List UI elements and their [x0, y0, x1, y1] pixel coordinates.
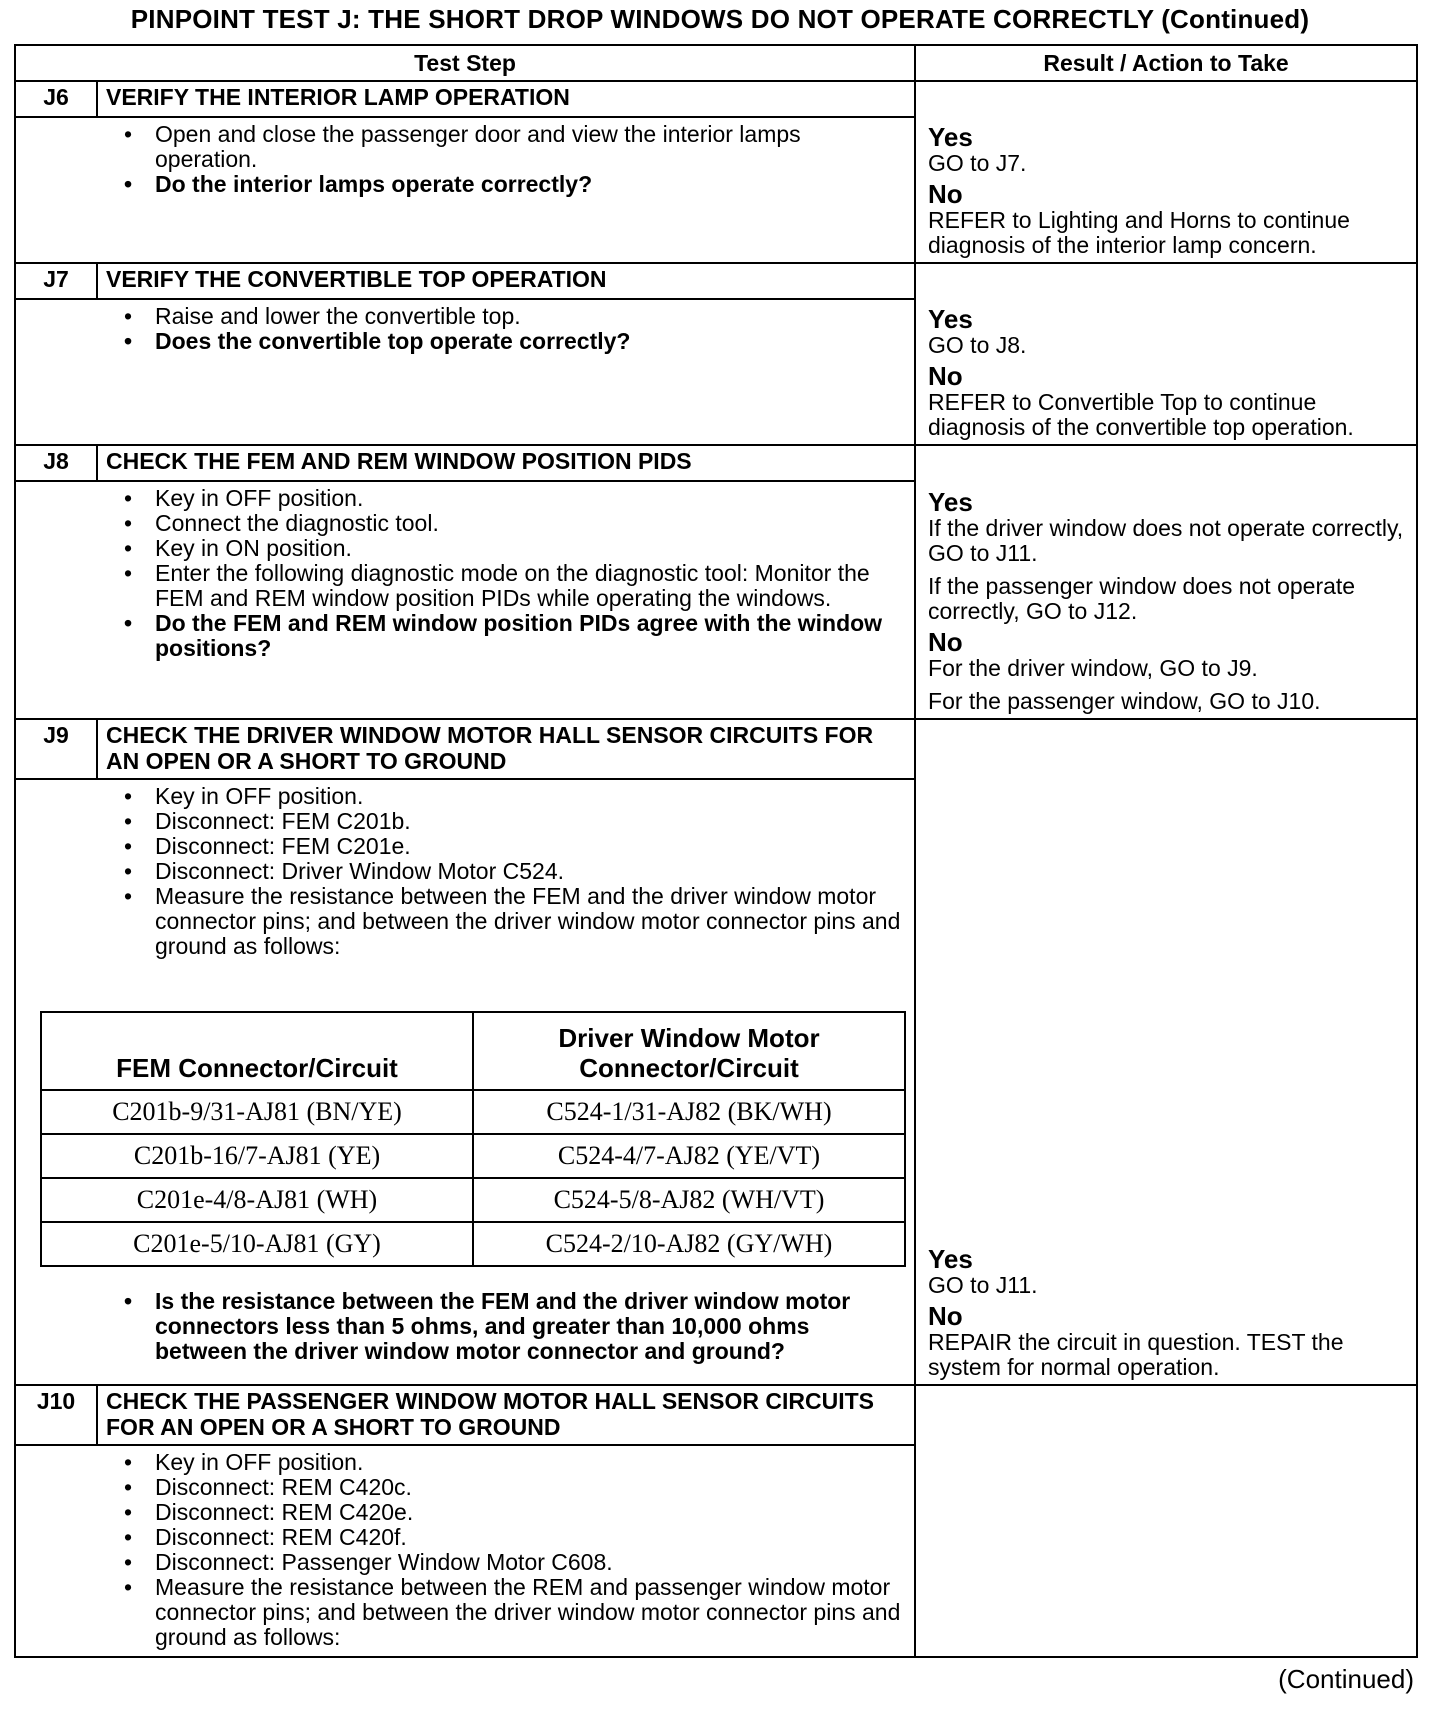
- pinpoint-test-table: [14, 44, 1418, 1658]
- step-j6-title-row: [15, 81, 1417, 117]
- fem-circuit-cell: C201e-5/10-AJ81 (GY): [41, 1222, 473, 1266]
- step-body: [15, 1445, 915, 1657]
- yes-action: If the driver window does not operate correctly, GO to J11.: [928, 515, 1404, 566]
- step-question: • Do the FEM and REM window position PIDs agree with the window positions?: [24, 611, 906, 661]
- step-id: J7: [15, 263, 97, 299]
- step-bullet: • Disconnect: Driver Window Motor C524.: [24, 859, 906, 884]
- step-bullet: • Key in OFF position.: [24, 784, 906, 809]
- step-bullet: • Disconnect: REM C420f.: [24, 1525, 906, 1550]
- step-id: J10: [15, 1385, 97, 1445]
- yes-label: Yes: [928, 304, 973, 334]
- step-j8-title-row: [15, 445, 1417, 481]
- yes-label: Yes: [928, 1244, 973, 1274]
- motor-circuit-cell: C524-1/31-AJ82 (BK/WH): [473, 1090, 905, 1134]
- step-bullet: • Key in OFF position.: [24, 1450, 906, 1475]
- step-id: J9: [15, 719, 97, 779]
- no-action: REFER to Convertible Top to continue diagnosis of the convertible top operation.: [928, 389, 1354, 440]
- no-action: REFER to Lighting and Horns to continue diagnosis of the interior lamp concern.: [928, 207, 1350, 258]
- yes-label: Yes: [928, 122, 973, 152]
- no-action: For the driver window, GO to J9.: [928, 655, 1258, 681]
- no-label: No: [928, 1301, 963, 1331]
- step-bullet: • Key in OFF position.: [24, 486, 906, 511]
- pin-table-row: [41, 1222, 905, 1266]
- step-title: VERIFY THE CONVERTIBLE TOP OPERATION: [97, 263, 915, 299]
- step-title: CHECK THE PASSENGER WINDOW MOTOR HALL SENSOR CIRCUITS FOR AN OPEN OR A SHORT TO GROUND: [97, 1385, 915, 1445]
- step-bullet: • Key in ON position.: [24, 536, 906, 561]
- yes-action: GO to J11.: [928, 1272, 1038, 1298]
- pin-table-header-fem: FEM Connector/Circuit: [41, 1012, 473, 1090]
- step-bullet: • Disconnect: REM C420e.: [24, 1500, 906, 1525]
- step-title: VERIFY THE INTERIOR LAMP OPERATION: [97, 81, 915, 117]
- step-body: [15, 481, 915, 719]
- pin-table-header-motor-line1: Driver Window Motor: [558, 1023, 820, 1053]
- continued-label: (Continued): [1278, 1664, 1414, 1694]
- step-j10-result: [915, 1385, 1417, 1657]
- step-question: • Do the interior lamps operate correctly?: [24, 172, 906, 197]
- motor-circuit-cell: C524-4/7-AJ82 (YE/VT): [473, 1134, 905, 1178]
- pin-table-header-motor: [473, 1012, 905, 1090]
- no-action: REPAIR the circuit in question. TEST the system for normal operation.: [928, 1329, 1344, 1380]
- no-label: No: [928, 361, 963, 391]
- step-j10-title-row: [15, 1385, 1417, 1445]
- table-header-row: [15, 45, 1417, 81]
- fem-circuit-cell: C201e-4/8-AJ81 (WH): [41, 1178, 473, 1222]
- step-j9-title-row: [15, 719, 1417, 779]
- step-title: CHECK THE FEM AND REM WINDOW POSITION PIDS: [97, 445, 915, 481]
- step-body: [15, 779, 915, 1385]
- fem-circuit-cell: C201b-16/7-AJ81 (YE): [41, 1134, 473, 1178]
- step-bullet: • Connect the diagnostic tool.: [24, 511, 906, 536]
- step-bullet: • Measure the resistance between the FEM and the driver window motor connector pins; and between the driver window motor connector pins and ground as follows:: [24, 884, 906, 959]
- step-question: • Does the convertible top operate correctly?: [24, 329, 906, 354]
- step-bullet: • Raise and lower the convertible top.: [24, 304, 906, 329]
- step-title: CHECK THE DRIVER WINDOW MOTOR HALL SENSOR CIRCUITS FOR AN OPEN OR A SHORT TO GROUND: [97, 719, 915, 779]
- pin-table-row: [41, 1178, 905, 1222]
- step-bullet: • Disconnect: FEM C201b.: [24, 809, 906, 834]
- step-bullet: • Enter the following diagnostic mode on the diagnostic tool: Monitor the FEM and REM window position PIDs while operating the windows.: [24, 561, 906, 611]
- step-j7-title-row: [15, 263, 1417, 299]
- step-j7-result: [915, 263, 1417, 445]
- motor-circuit-cell: C524-2/10-AJ82 (GY/WH): [473, 1222, 905, 1266]
- step-body: [15, 299, 915, 445]
- step-bullet: • Measure the resistance between the REM and passenger window motor connector pins; and between the driver window motor connector pins and ground as follows:: [24, 1575, 906, 1650]
- step-body: [15, 117, 915, 263]
- yes-action: If the passenger window does not operate correctly, GO to J12.: [928, 573, 1356, 624]
- header-test-step: Test Step: [15, 45, 915, 81]
- pin-table-header-motor-line2: Connector/Circuit: [579, 1053, 799, 1083]
- step-j8-result: [915, 445, 1417, 719]
- step-j9-result: [915, 719, 1417, 1385]
- step-bullet: • Disconnect: Passenger Window Motor C608.: [24, 1550, 906, 1575]
- yes-action: GO to J8.: [928, 332, 1027, 358]
- step-id: J6: [15, 81, 97, 117]
- no-label: No: [928, 627, 963, 657]
- connector-pin-table: [40, 1011, 906, 1267]
- step-j6-result: [915, 81, 1417, 263]
- pin-table-row: [41, 1090, 905, 1134]
- step-bullet: • Open and close the passenger door and view the interior lamps operation.: [24, 122, 906, 172]
- step-bullet: • Disconnect: REM C420c.: [24, 1475, 906, 1500]
- no-label: No: [928, 179, 963, 209]
- pin-table-row: [41, 1134, 905, 1178]
- yes-action: GO to J7.: [928, 150, 1027, 176]
- step-bullet: • Disconnect: FEM C201e.: [24, 834, 906, 859]
- step-question: • Is the resistance between the FEM and the driver window motor connectors less than 5 ohms, and greater than 10,000 ohms between the driver window motor connector and ground?: [24, 1289, 906, 1364]
- no-action: For the passenger window, GO to J10.: [928, 688, 1321, 714]
- header-result: Result / Action to Take: [915, 45, 1417, 81]
- page-title: PINPOINT TEST J: THE SHORT DROP WINDOWS DO NOT OPERATE CORRECTLY (Continued): [130, 4, 1310, 34]
- motor-circuit-cell: C524-5/8-AJ82 (WH/VT): [473, 1178, 905, 1222]
- fem-circuit-cell: C201b-9/31-AJ81 (BN/YE): [41, 1090, 473, 1134]
- yes-label: Yes: [928, 487, 973, 517]
- step-id: J8: [15, 445, 97, 481]
